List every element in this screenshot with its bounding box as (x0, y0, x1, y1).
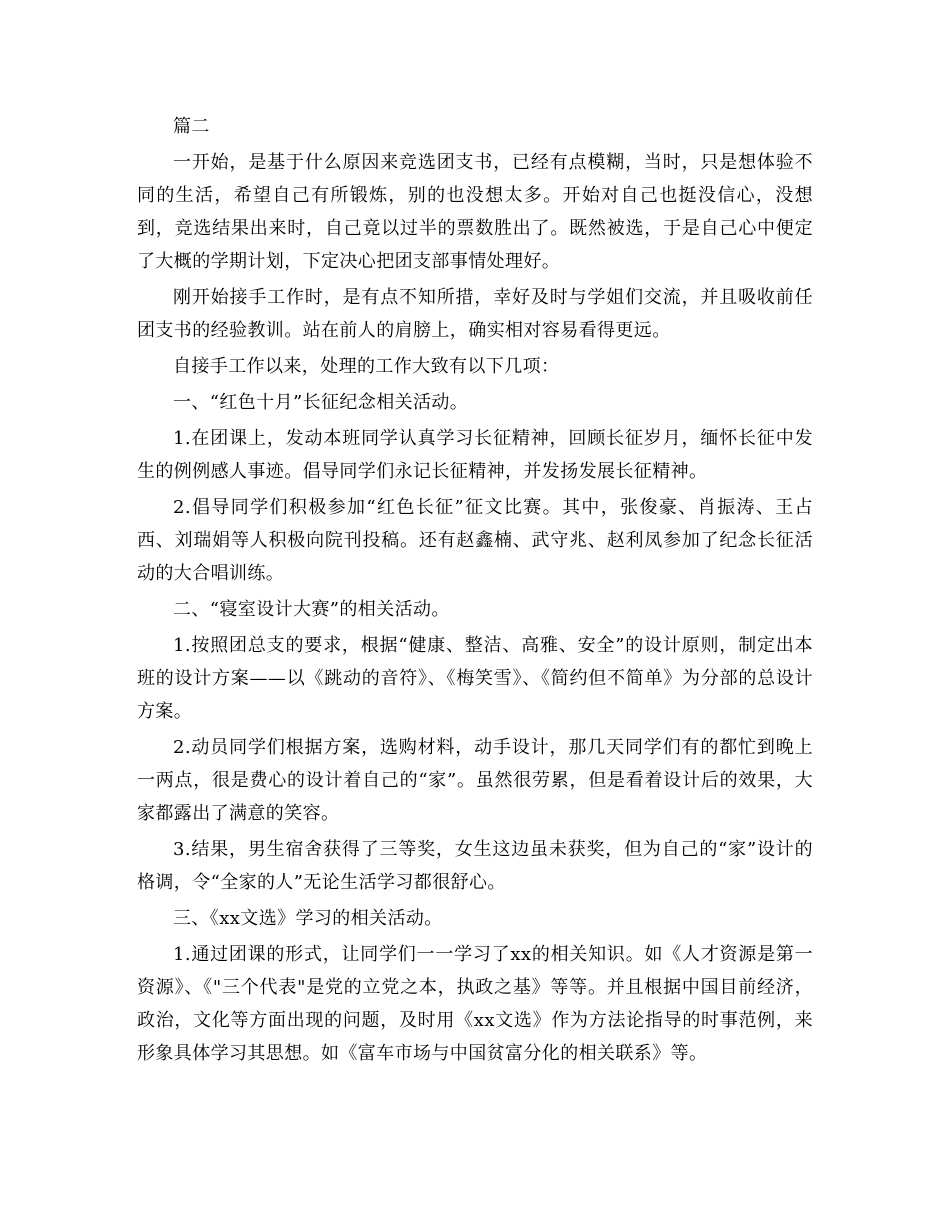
paragraph: 一开始，是基于什么原因来竞选团支书，已经有点模糊，当时，只是想体验不同的生活，希望自己有所锻炼，别的也没想太多。开始对自己也挺没信心，没想到，竞选结果出来时，自己竟以过半的票数胜出了。既然被选，于是自己心中便定了大概的学期计划，下定决心把团支部事情处理好。 (137, 152, 813, 272)
list-item: 1.通过团课的形式，让同学们一一学习了xx的相关知识。如《人才资源是第一资源》、《"三个代表"是党的立党之本，执政之基》等等。并且根据中国目前经济，政治，文化等方面出现的问题，及时用《xx文选》作为方法论指导的时事范例，来形象具体学习其思想。如《富车市场与中国贫富分化的相关联系》等。 (137, 944, 813, 1064)
paragraph: 自接手工作以来，处理的工作大致有以下几项： (173, 356, 560, 377)
list-item: 2.动员同学们根据方案，选购材料，动手设计，那几天同学们有的都忙到晚上一两点，很是费心的设计着自己的“家”。虽然很劳累，但是看着设计后的效果，大家都露出了满意的笑容。 (137, 737, 813, 824)
list-item: 1.在团课上，发动本班同学认真学习长征精神，回顾长征岁月，缅怀长征中发生的例例感人事迹。倡导同学们永记长征精神，并发扬发展长征精神。 (137, 428, 813, 482)
subheading: 一、“红色十月”长征纪念相关活动。 (173, 392, 469, 413)
list-item: 3.结果，男生宿舍获得了三等奖，女生这边虽未获奖，但为自己的“家”设计的格调，令“全家的人”无论生活学习都很舒心。 (137, 839, 813, 893)
document-body (137, 110, 813, 1073)
list-item: 2.倡导同学们积极参加“红色长征”征文比赛。其中，张俊豪、肖振涛、王占西、刘瑞娟等人积极向院刊投稿。还有赵鑫楠、武守兆、赵利凤参加了纪念长征活动的大合唱训练。 (137, 497, 813, 584)
paragraph: 刚开始接手工作时，是有点不知所措，幸好及时与学姐们交流，并且吸收前任团支书的经验教训。站在前人的肩膀上，确实相对容易看得更远。 (137, 287, 813, 341)
section-heading: 篇二 (173, 116, 210, 137)
list-item: 1.按照团总支的要求，根据“健康、整洁、高雅、安全”的设计原则，制定出本班的设计方案——以《跳动的音符》、《梅笑雪》、《简约但不简单》为分部的总设计方案。 (137, 635, 813, 722)
subheading: 二、“寝室设计大赛”的相关活动。 (173, 599, 450, 620)
subheading: 三、《xx文选》学习的相关活动。 (173, 908, 443, 929)
